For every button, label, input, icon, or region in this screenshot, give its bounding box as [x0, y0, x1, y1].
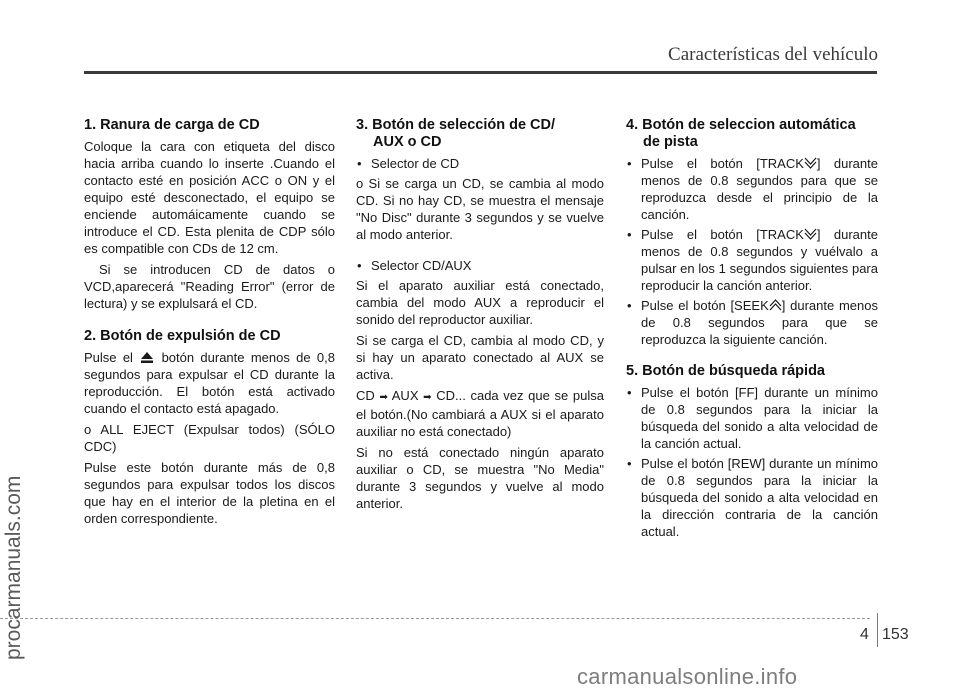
bullet-dot: • [627, 298, 632, 313]
section-1-title: 1. Ranura de carga de CD [84, 117, 260, 133]
bullet-dot: • [357, 156, 362, 171]
section-1-paragraph-1: Coloque la cara con etiqueta del disco hacia arriba cuando lo inserte .Cuando el contacto esté en posición ACC o ON y el equipo esté desconectado, el equipo se enciende automáicamente cuando se introduce el CD. Esta plenita de CDP sólo es compatible con CDs de 12 cm. [84, 139, 335, 256]
section-number: 4 [860, 626, 869, 643]
bullet-dot: • [357, 258, 362, 273]
bullet-text-a: Pulse el botón [TRACK [641, 227, 804, 242]
footer-rule [0, 618, 870, 619]
mode-cd: CD [356, 388, 375, 403]
bullet-text: Pulse el botón [REW] durante un mínimo de 0.8 segundos para la iniciar la búsqueda del sonido a alta velocidad en la dirección contraria de la canción actual. [641, 456, 878, 539]
bullet-text-b: ] durante menos de 0.8 segundos para que se reproduzca la siguiente canción. [641, 298, 878, 347]
bullet-text: Selector CD/AUX [371, 258, 472, 273]
bullet-dot: • [627, 156, 632, 171]
column-2 [356, 117, 604, 516]
mode-cycle-text: CD... cada vez que se pulsa el botón.(No cambiará a AUX si el aparato auxiliar no está conectado) [356, 388, 604, 439]
section-3-paragraph-5: Si no está conectado ningún aparato auxiliar o CD, se muestra "No Media" durante 3 segundos y vuelve al modo anterior. [356, 445, 604, 511]
bullet-rew [626, 455, 878, 540]
section-4-title-line-1: 4. Botón de seleccion automática [626, 117, 856, 133]
section-2-paragraph-1 [84, 349, 335, 417]
eject-icon [141, 350, 153, 361]
page-number: 153 [882, 626, 909, 643]
bullet-cd-selector [356, 155, 604, 172]
right-arrow-icon: ➡ [423, 392, 432, 403]
side-watermark: procarmanuals.com [2, 475, 25, 660]
bullet-track-down [626, 155, 878, 223]
bullet-track-previous [626, 226, 878, 294]
bullet-dot: • [627, 456, 632, 471]
chevron-down-icon [804, 156, 817, 168]
bullet-text-b: ] durante menos de 0.8 segundos y vuélvalo a pulsar en los 1 segundos siguientes para reproducir la canción anterior. [641, 227, 878, 293]
section-3-paragraph-3: Si se carga el CD, cambia al modo CD, y si hay un aparato conectado al AUX se activa. [356, 333, 604, 382]
column-3 [626, 117, 878, 543]
section-3-title-line-2: AUX o CD [373, 134, 442, 150]
section-1-paragraph-2: Si se introducen CD de datos o VCD,aparecerá "Reading Error" (error de lectura) y se explulsará el CD. [84, 262, 335, 311]
bullet-dot: • [627, 227, 632, 242]
bullet-text-a: Pulse el botón [TRACK [641, 156, 804, 171]
bullet-seek-up [626, 297, 878, 348]
section-3-paragraph-4 [356, 387, 604, 440]
bullet-text: Selector de CD [371, 156, 460, 171]
column-1 [84, 117, 335, 531]
section-4-title-line-2: de pista [643, 134, 698, 150]
right-arrow-icon: ➡ [379, 392, 388, 403]
bullet-text: Pulse el botón [FF] durante un mínimo de 0.8 segundos para la iniciar la búsqueda del sonido a alta velocidad de la canción actual. [641, 385, 878, 451]
section-3-title-line-1: 3. Botón de selección de CD/ [356, 117, 556, 133]
footer-divider [877, 613, 878, 647]
section-2-title: 2. Botón de expulsión de CD [84, 328, 281, 344]
chevron-up-icon [769, 298, 782, 310]
section-3-title [356, 117, 604, 151]
section-5-title: 5. Botón de búsqueda rápida [626, 363, 825, 379]
bullet-text-a: Pulse el botón [SEEK [641, 298, 769, 313]
section-3-paragraph-1: o Si se carga un CD, se cambia al modo CD. Si no hay CD, se muestra el mensaje "No Disc" durante 3 segundos y se vuelve al modo anterior. [356, 176, 604, 242]
bullet-dot: • [627, 385, 632, 400]
section-2-paragraph-2: o ALL EJECT (Expulsar todos) (SÓLO CDC) [84, 422, 335, 454]
eject-text-before: Pulse el [84, 350, 133, 365]
bullet-text-b: ] durante menos de 0.8 segundos para que se reproduzca desde el principio de la canción. [641, 156, 878, 222]
mode-aux: AUX [391, 388, 419, 403]
eject-text-after: botón durante menos de 0,8 segundos para expulsar el CD durante la reproducción. El botón está activado cuando el contacto está apagado. [84, 350, 335, 416]
chevron-down-icon [804, 227, 817, 239]
bullet-cd-aux-selector [356, 257, 604, 274]
section-2-paragraph-3: Pulse este botón durante más de 0,8 segundos para expulsar todos los discos que hay en el interior de la pletina en el orden correspondiente. [84, 460, 335, 526]
header-title: Características del vehículo [668, 44, 878, 65]
section-3-paragraph-2: Si el aparato auxiliar está conectado, cambia del modo AUX a reproducir el sonido del reproductor auxiliar. [356, 278, 604, 327]
bullet-ff [626, 384, 878, 452]
bottom-watermark: carmanualsonline.info [577, 664, 798, 689]
section-4-title [626, 117, 878, 151]
header-rule [84, 71, 877, 74]
